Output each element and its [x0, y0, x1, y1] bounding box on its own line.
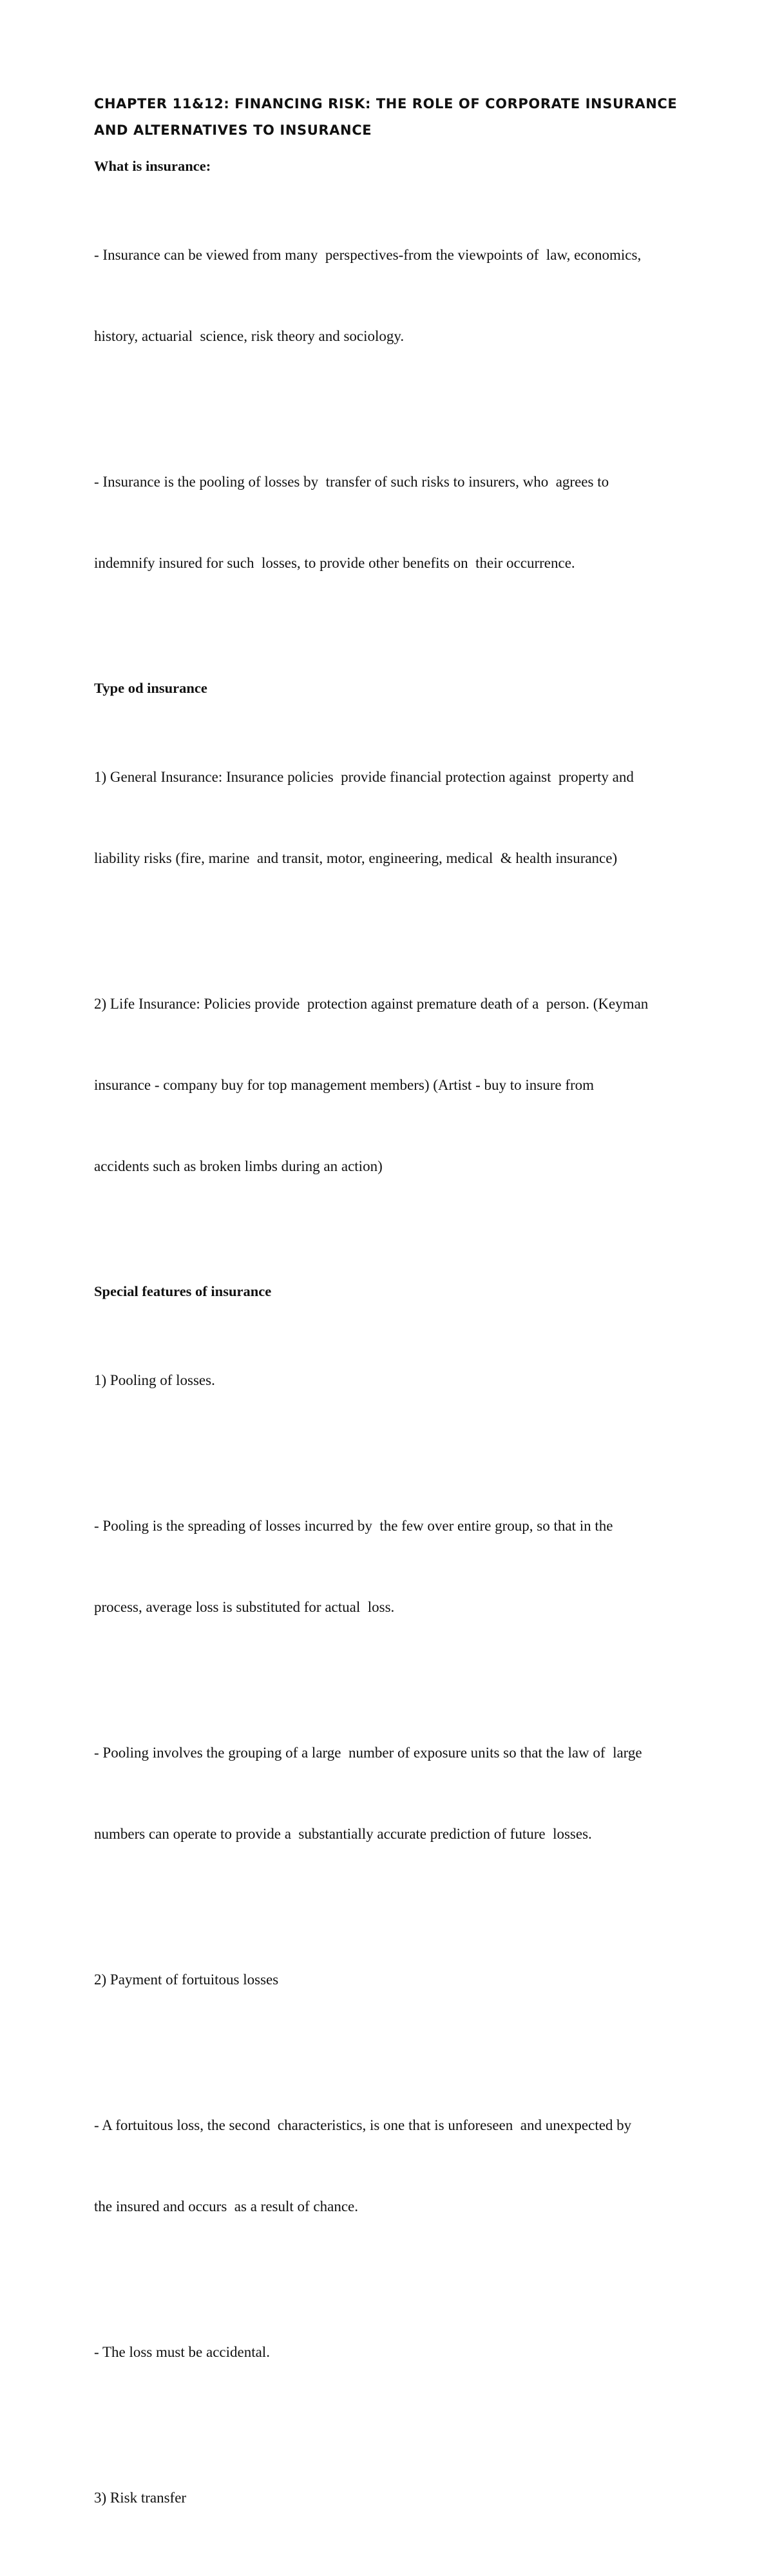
chapter-title-line: AND ALTERNATIVES TO INSURANCE: [94, 122, 372, 138]
text-line: - Pooling is the spreading of losses incurred by the few over entire group, so that in the: [94, 1518, 613, 1534]
spacer: [94, 641, 687, 675]
document-body: [94, 91, 687, 2576]
text-line: numbers can operate to provide a substantially accurate prediction of future losses.: [94, 1826, 592, 1842]
text-line: indemnify insured for such losses, to provide other benefits on their occurrence.: [94, 555, 575, 571]
text-line: - The loss must be accidental.: [94, 2344, 270, 2360]
section-heading-type-of-insurance: Type od insurance: [94, 680, 207, 696]
text-line: process, average loss is substituted for actual loss.: [94, 1599, 395, 1615]
paragraph: [94, 1912, 687, 2048]
paragraph: [94, 2285, 687, 2420]
chapter-title-line: CHAPTER 11&12: FINANCING RISK: THE ROLE OF CORPORATE INSURANCE: [94, 96, 678, 111]
section-heading-what-is-insurance: What is insurance:: [94, 158, 211, 174]
paragraph: [94, 1458, 687, 1675]
text-line: - Insurance can be viewed from many perspectives-from the viewpoints of law, economics,: [94, 247, 642, 263]
paragraph: [94, 188, 687, 404]
section-heading-special-features: Special features of insurance: [94, 1283, 272, 1299]
paragraph: [94, 414, 687, 631]
text-line: history, actuarial science, risk theory and sociology.: [94, 328, 405, 344]
text-line: 2) Payment of fortuitous losses: [94, 1971, 279, 1988]
paragraph: [94, 710, 687, 926]
paragraph: [94, 1313, 687, 1448]
chapter-title: [94, 91, 687, 144]
paragraph: [94, 2430, 687, 2566]
text-line: insurance - company buy for top management members) (Artist - buy to insure from: [94, 1077, 595, 1093]
text-line: - Insurance is the pooling of losses by transfer of such risks to insurers, who agrees to: [94, 474, 609, 490]
text-line: 1) Pooling of losses.: [94, 1372, 215, 1388]
text-line: 1) General Insurance: Insurance policies provide financial protection against property and: [94, 769, 634, 785]
text-line: 2) Life Insurance: Policies provide protection against premature death of a person. (Keyman: [94, 996, 649, 1012]
text-line: - Pooling involves the grouping of a large number of exposure units so that the law of large: [94, 1745, 642, 1761]
text-line: - A fortuitous loss, the second characteristics, is one that is unforeseen and unexpected by: [94, 2117, 632, 2133]
text-line: the insured and occurs as a result of chance.: [94, 2198, 359, 2214]
paragraph: [94, 1685, 687, 1902]
paragraph: [94, 936, 687, 1234]
text-line: 3) Risk transfer: [94, 2490, 187, 2506]
spacer: [94, 1244, 687, 1278]
paragraph: [94, 2058, 687, 2274]
text-line: accidents such as broken limbs during an action): [94, 1158, 383, 1174]
text-line: liability risks (fire, marine and transit, motor, engineering, medical & health insurance): [94, 850, 618, 866]
